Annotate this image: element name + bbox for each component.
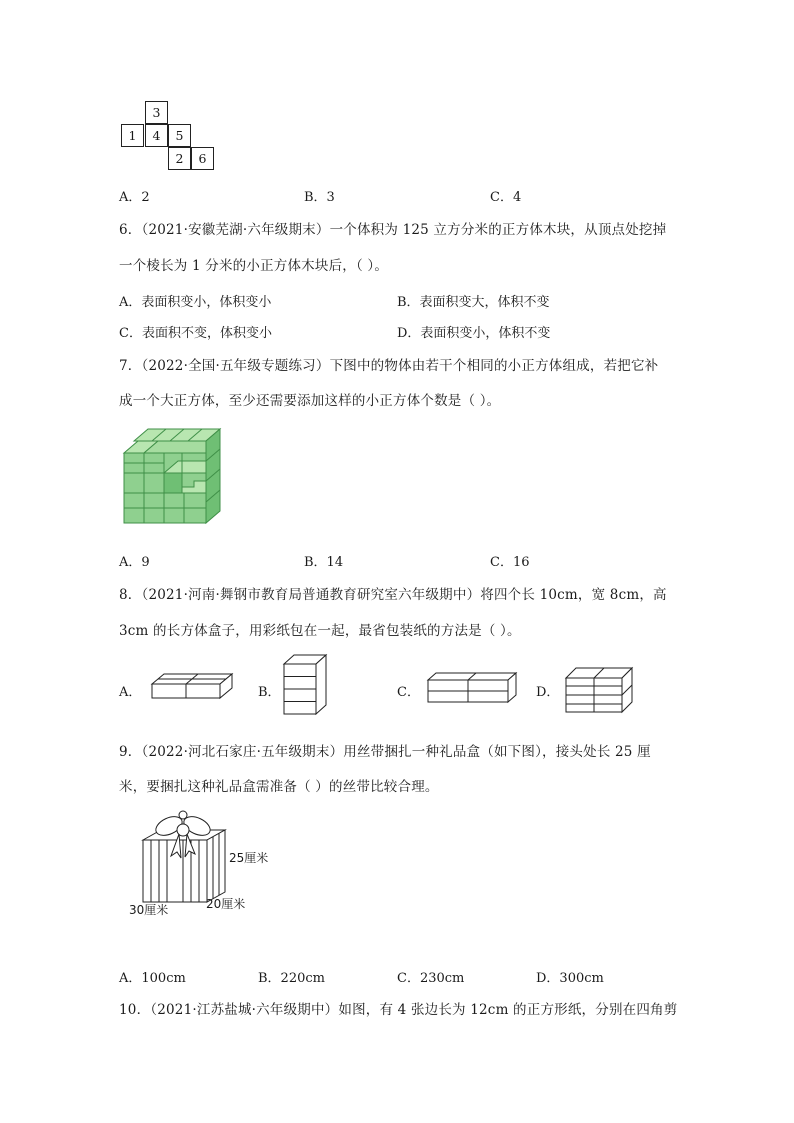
q9-option-a[interactable]: A．100cm [119, 971, 186, 986]
height-label: 25厘米 [229, 851, 269, 865]
q8-option-a[interactable]: A． [119, 685, 142, 700]
q8-figure-a[interactable] [150, 670, 234, 706]
q7-option-c[interactable]: C．16 [490, 555, 530, 570]
q7-option-b[interactable]: B．14 [304, 555, 344, 570]
net-cell: 3 [145, 101, 168, 124]
net-cell: 2 [168, 147, 191, 170]
q5-option-c[interactable]: C．4 [490, 190, 522, 205]
width-label: 20厘米 [206, 897, 246, 911]
q7-option-a[interactable]: A．9 [119, 555, 150, 570]
q8-text-line1: 8．（2021·河南·舞钢市教育局普通教育研究室六年级期中）将四个长 10cm，宽 8cm，高 [119, 587, 667, 603]
q9-text-line1: 9．（2022·河北石家庄·五年级期末）用丝带捆扎一种礼品盒（如下图），接头处长 25 厘 [119, 744, 651, 760]
q8-figure-c[interactable] [426, 670, 518, 706]
net-cell: 1 [121, 124, 144, 147]
q8-figure-b[interactable] [282, 652, 328, 716]
q6-text-line1: 6．（2021·安徽芜湖·六年级期末）一个体积为 125 立方分米的正方体木块，从顶点处挖掉 [119, 222, 667, 238]
q8-figure-d[interactable] [562, 664, 634, 714]
q7-text-line2: 成一个大正方体，至少还需要添加这样的小正方体个数是（ ）。 [119, 393, 501, 409]
gift-box-figure [125, 810, 275, 922]
q8-option-b[interactable]: B． [258, 685, 281, 700]
q6-option-a[interactable]: A．表面积变小，体积变小 [119, 295, 272, 310]
q10-text-line1: 10．（2021·江苏盐城·六年级期中）如图，有 4 张边长为 12cm 的正方形纸，分别在四角剪 [119, 1002, 678, 1018]
q8-option-d[interactable]: D． [536, 685, 560, 700]
length-label: 30厘米 [129, 903, 169, 917]
stacked-cubes-figure [120, 425, 225, 525]
net-cell: 4 [145, 124, 168, 147]
q6-option-b[interactable]: B．表面积变大，体积不变 [397, 295, 550, 310]
q5-option-a[interactable]: A．2 [119, 190, 150, 205]
net-cell: 5 [168, 124, 191, 147]
q9-text-line2: 米，要捆扎这种礼品盒需准备（ ）的丝带比较合理。 [119, 779, 439, 795]
q6-text-line2: 一个棱长为 1 分米的小正方体木块后，（ ）。 [119, 258, 389, 274]
q9-option-d[interactable]: D．300cm [536, 971, 604, 986]
net-cell: 6 [191, 147, 214, 170]
q7-text-line1: 7．（2022·全国·五年级专题练习）下图中的物体由若干个相同的小正方体组成，若把它补 [119, 358, 659, 374]
q9-option-b[interactable]: B．220cm [258, 971, 325, 986]
q9-option-c[interactable]: C．230cm [397, 971, 465, 986]
q6-option-c[interactable]: C．表面积不变，体积变小 [119, 326, 272, 341]
q8-option-c[interactable]: C． [397, 685, 420, 700]
q6-option-d[interactable]: D．表面积变小，体积不变 [397, 326, 551, 341]
q8-text-line2: 3cm 的长方体盒子，用彩纸包在一起，最省包装纸的方法是（ ）。 [119, 623, 521, 639]
q5-option-b[interactable]: B．3 [304, 190, 335, 205]
